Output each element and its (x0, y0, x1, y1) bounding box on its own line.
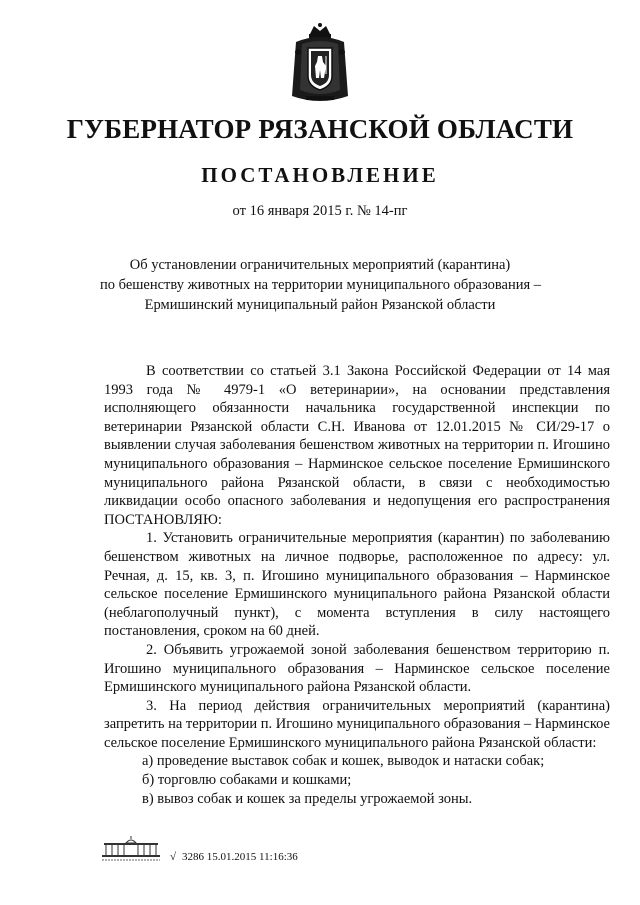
clause-3-subitem-a: а) проведение выставок собак и кошек, выводок и натаски собак; (142, 753, 545, 770)
registration-stamp (100, 835, 400, 863)
clause-3-subitem-b: б) торговлю собаками и кошками; (142, 772, 352, 789)
clause-3-subitem-c: в) вывоз собак и кошек за пределы угрожаемой зоны. (142, 790, 473, 807)
document-type: ПОСТАНОВЛЕНИЕ (201, 163, 439, 187)
title-line: Об установлении ограничительных мероприятий (карантина) (129, 257, 511, 273)
preamble-paragraph: В соответствии со статьей 3.1 Закона Российской Федерации от 14 мая 1993 года № 4979-1 «О ветеринарии», на основании представления исполняющего обязанности начальника государственной инспекции по ветеринарии Рязанской области С.Н. Иванова от 12.01.2015 № СИ/29-17 о выявлении случая заболевания бешенством животных на территории п. Игошино муниципального образования – Нарминское сельское поселение Ермишинского муниципального района Рязанской области, в связи с необходимостью ликвидации особо опасного заболевания и недопущения его распространения ПОСТАНОВЛЯЮ: (104, 363, 610, 528)
title-line: Ермишинский муниципальный район Рязанской области (144, 297, 496, 313)
registration-text (170, 851, 298, 863)
document-title (100, 255, 540, 315)
registration-number-timestamp: 3286 15.01.2015 11:16:36 (182, 851, 298, 863)
document-authority: ГУБЕРНАТОР РЯЗАНСКОЙ ОБЛАСТИ (66, 114, 574, 144)
clause-3: 3. На период действия ограничительных мероприятий (карантина) запретить на территории п. Игошино муниципального образования – Нарминское сельское поселение Ермишинского муниципального района Рязанской области: (104, 697, 610, 751)
coat-of-arms-icon (288, 22, 352, 106)
clause-1: 1. Установить ограничительные мероприятия (карантин) по заболеванию бешенством животных на личное подворье, расположенное по адресу: ул. Речная, д. 15, кв. 3, п. Игошино муниципального образования – Нарминское сельское поселение Ермишинского муниципального района Рязанской области (неблагополучный пункт), с момента вступления в силу настоящего постановления, сроком на 60 дней. (104, 530, 610, 640)
government-building-icon (100, 835, 162, 863)
document-date-number: от 16 января 2015 г. № 14-пг (232, 203, 408, 219)
checkmark-icon: √ (170, 851, 177, 863)
document-body (104, 362, 610, 808)
title-line: по бешенству животных на территории муниципального образования – (100, 277, 542, 293)
clause-2: 2. Объявить угрожаемой зоной заболевания бешенством территорию п. Игошино муниципального образования – Нарминское сельское поселение Ермишинского муниципального района Рязанской области. (104, 641, 610, 696)
